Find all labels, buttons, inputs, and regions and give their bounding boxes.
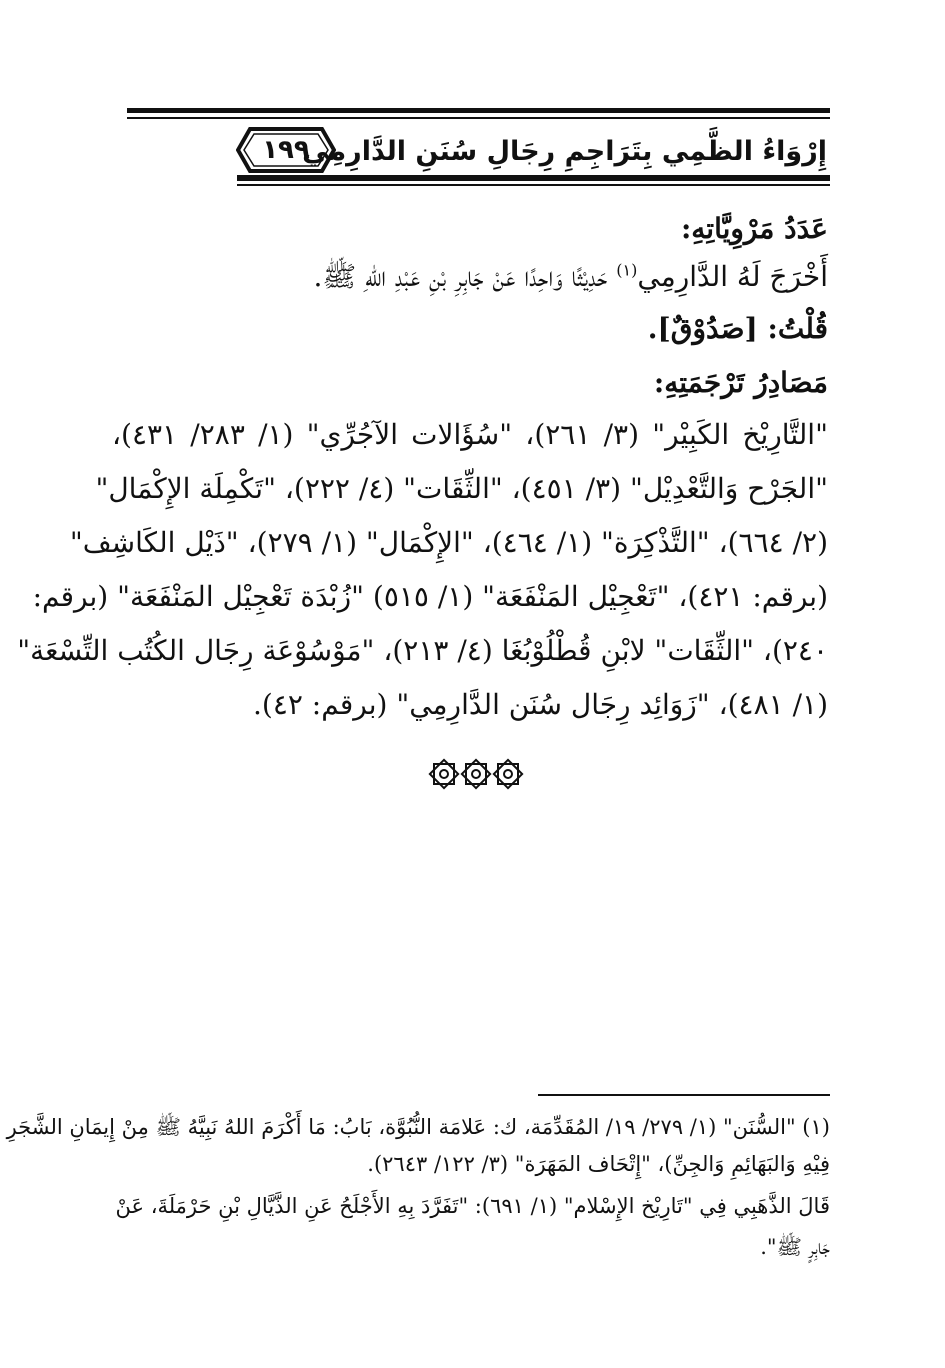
- verdict: قُلْتُ: [صَدُوْقٌ].: [647, 312, 828, 345]
- heading-count: عَدَدُ مَرْوِيَّاتِهِ:: [680, 212, 828, 245]
- footnote-line: فِيْهِ وَالبَهَائِمِ وَالجِنِّ)، "إِتْحَاف المَهَرَة" (٣/ ١٢٢/ ٢٦٤٣).: [367, 1152, 830, 1176]
- header-rule-bottom-thick: [237, 175, 830, 181]
- three-star-ornament-icon: [428, 758, 524, 790]
- header-rule-thin: [127, 117, 830, 119]
- footnote-line: قَالَ الذَّهَبِي فِي "تَارِيْخ الإِسْلام" (١/ ٦٩١): "تَفَرَّدَ بِهِ الأَجْلَحُ عَنِ الذَّيَّالِ بْنِ حَرْمَلَةَ، عَنْ: [115, 1194, 830, 1218]
- page-header: [0, 0, 945, 190]
- footnote-marker[interactable]: (١): [616, 260, 638, 280]
- sources-line: (برقم: ٤٢١)، "تَعْجِيْل المَنْفَعَة" (١/ ٥١٥) "زُبْدَة تَعْجِيْل المَنْفَعَة" (برقم:: [32, 580, 828, 613]
- sources-line: (٢/ ٦٦٤)، "التَّذْكِرَة" (١/ ٤٦٤)، "الإِكْمَال" (١/ ٢٧٩)، "ذَيْل الكَاشِف": [69, 526, 828, 559]
- running-title: إِرْوَاءُ الظَّمِي بِتَرَاجِمِ رِجَالِ سُنَنِ الدَّارِمِي: [302, 136, 827, 167]
- footnote-separator: [538, 1094, 830, 1096]
- sources-line: (١/ ٤٨١)، "زَوَائِد رِجَال سُنَن الدَّارِمِي" (برقم: ٤٢).: [253, 688, 828, 721]
- footnote-line: (١) "السُّنَن" (١/ ٢٧٩/ ١٩/ المُقَدِّمَة، ك: عَلامَة النُّبُوَّة، بَابُ: مَا أَكْرَمَ اللهُ نَبِيَّهُ ﷺ مِنْ إِيمَانِ الشَّجَرِ: [6, 1115, 830, 1139]
- sources-line: ٢٤٠)، "الثِّقَات" لابْنِ قُطْلُوْبُغَا (٤/ ٢١٣)، "مَوْسُوْعَة رِجَال الكُتُب التِّسْعَة": [17, 634, 828, 667]
- sources-line: "الجَرْح وَالتَّعْدِيْل" (٣/ ٤٥١)، "الثِّقَات" (٤/ ٢٢٢)، "تَكْمِلَة الإِكْمَال": [95, 472, 828, 505]
- header-rule-bottom-thin: [237, 184, 830, 186]
- footnote-line: جَابِرٍ ﷺ".: [760, 1235, 830, 1259]
- heading-sources: مَصَادِرُ تَرْجَمَتِهِ:: [653, 366, 828, 399]
- header-rule-thick: [127, 108, 830, 113]
- page-number: ١٩٩: [262, 135, 310, 165]
- narration-before: أَخْرَجَ لَهُ الدَّارِمِي: [637, 260, 828, 293]
- narration-line: [112, 260, 828, 300]
- narration-after: حَدِيْثًا وَاحِدًا عَنْ جَابِرِ بْنِ عَبْدِ اللهِ ﷺ.: [313, 260, 617, 293]
- sources-line: "التَّارِيْخ الكَبِيْر" (٣/ ٢٦١)، "سُؤَالات الآجُرِّي" (١/ ٢٨٣/ ٤٣١)،: [112, 418, 828, 451]
